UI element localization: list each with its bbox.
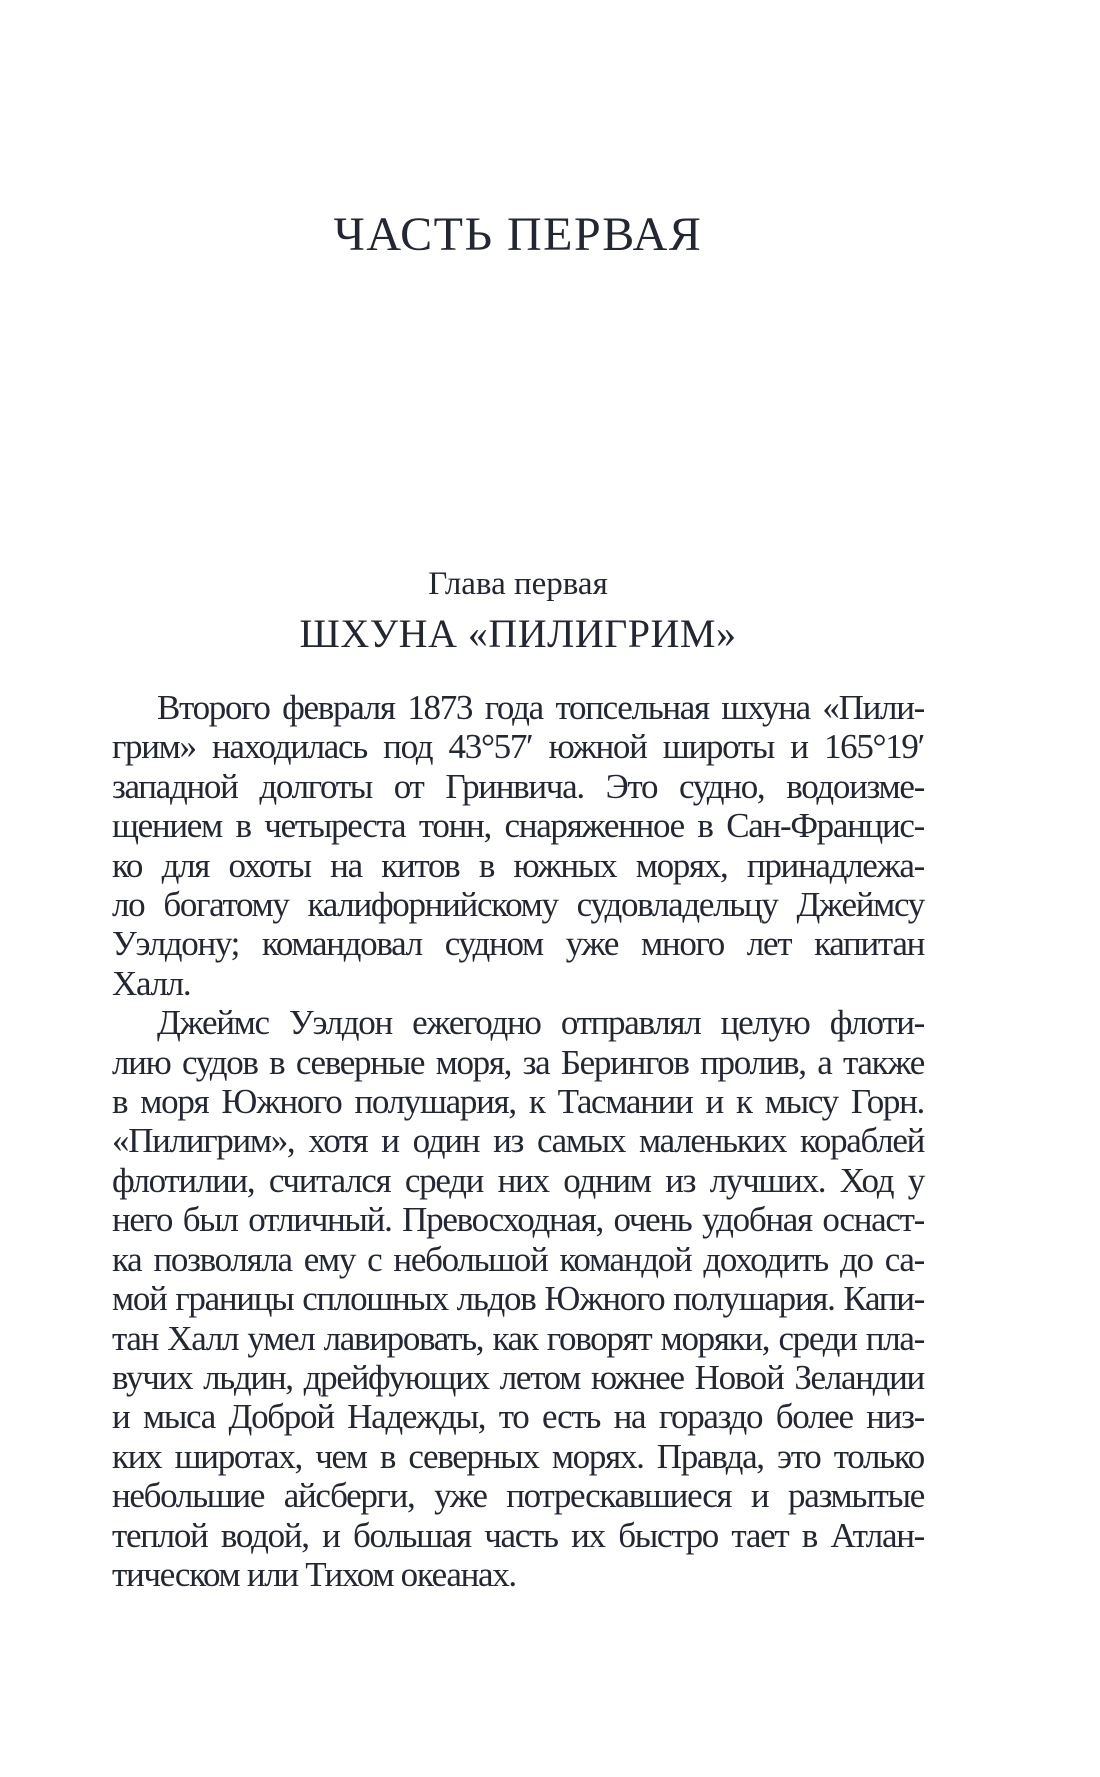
text-line: «Пилигрим», хотя и один из самых маленьких кораблей: [112, 1121, 924, 1161]
text-line: в моря Южного полушария, к Тасмании и к мысу Горн.: [112, 1082, 924, 1122]
chapter-subtitle: ШХУНА «ПИЛИГРИМ»: [299, 611, 737, 656]
text-line: лию судов в северные моря, за Берингов пролив, а также: [112, 1042, 924, 1082]
text-line: вучих льдин, дрейфующих летом южнее Новой Зеландии: [112, 1357, 924, 1397]
text-line: мой границы сплошных льдов Южного полушария. Капи-: [112, 1279, 924, 1319]
text-line: теплой водой, и большая часть их быстро тает в Атлан-: [112, 1515, 924, 1555]
text-line: небольшие айсберги, уже потрескавшиеся и размытые: [112, 1476, 924, 1516]
text-line: тан Халл умел лавировать, как говорят моряки, среди пла-: [112, 1318, 924, 1358]
text-line: ких широтах, чем в северных морях. Правда, это только: [112, 1436, 924, 1476]
part-title: ЧАСТЬ ПЕРВАЯ: [333, 208, 703, 261]
text-line: щением в четыреста тонн, снаряженное в Сан-Францис-: [112, 806, 924, 846]
text-line: Джеймс Уэлдон ежегодно отправлял целую флоти-: [157, 1003, 924, 1043]
text-line: грим» находилась под 43°57′ южной широты и 165°19′: [112, 727, 924, 767]
text-column: [112, 206, 924, 1594]
text-line: флотилии, считался среди них одним из лучших. Ход у: [112, 1160, 924, 1200]
text-line: тическом или Тихом океанах.: [112, 1554, 516, 1594]
text-line: Халл.: [112, 963, 191, 1003]
text-line: ка позволяла ему с небольшой командой доходить до са-: [112, 1239, 924, 1279]
text-line: западной долготы от Гринвича. Это судно, водоизме-: [112, 766, 924, 806]
text-line: Второго февраля 1873 года топсельная шхуна «Пили-: [157, 688, 924, 727]
text-line: ко для охоты на китов в южных морях, принадлежа-: [112, 845, 924, 885]
text-line: него был отличный. Превосходная, очень удобная оснаст-: [112, 1200, 924, 1240]
text-line: и мыса Доброй Надежды, то есть на гораздо более низ-: [112, 1397, 924, 1437]
chapter-title: Глава первая: [428, 566, 608, 602]
text-line: ло богатому калифорнийскому судовладельцу Джеймсу: [112, 885, 924, 925]
text-line: Уэлдону; командовал судном уже много лет капитан: [112, 924, 924, 964]
chapter-body: [112, 688, 924, 1594]
